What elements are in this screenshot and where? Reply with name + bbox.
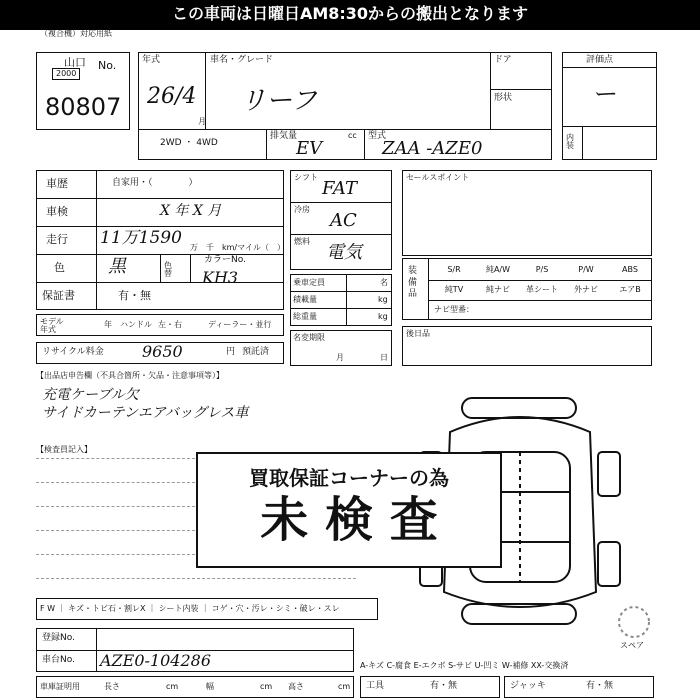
garage-cert-dim: 高さ: [288, 682, 304, 691]
equipment-item: 純ナビ: [486, 285, 510, 294]
equipment-item: 革シート: [526, 285, 558, 294]
year-value: 26/4: [147, 84, 197, 109]
displacement-value: EV: [296, 138, 323, 159]
capacity-unit: 名: [380, 278, 388, 287]
sales-point-label: セールスポイント: [406, 173, 470, 182]
sales-point-box: [402, 170, 652, 256]
handle-label: ハンドル: [120, 320, 152, 329]
mileage-label: 走行: [46, 233, 68, 246]
arrival-label: 後日品: [406, 329, 430, 338]
inspection-label: 車検: [46, 205, 68, 218]
registration-label: 登録No.: [42, 633, 75, 643]
recycle-label: リサイクル料金: [42, 347, 104, 357]
mileage-units: 万 千 km/マイル（ ）: [190, 243, 285, 252]
tools-value: 有・無: [430, 681, 458, 691]
fuel-label: 燃料: [294, 237, 310, 246]
score-label: 評価点: [586, 55, 614, 65]
tools-label: 工具: [366, 681, 385, 691]
name-change-day: 日: [380, 353, 388, 362]
chassis-value: AZE0-104286: [100, 651, 212, 670]
history-label: 車歴: [46, 177, 68, 190]
garage-cert-dim: cm: [338, 682, 351, 691]
displacement-label: 排気量: [270, 131, 298, 141]
name-change-month: 月: [336, 353, 344, 362]
weight-unit: kg: [378, 312, 388, 321]
score-value: ー: [594, 80, 618, 108]
equipment-item: S/R: [447, 265, 461, 274]
equipment-item: 純TV: [444, 285, 464, 294]
header-note: （複合機）対応用紙: [40, 29, 112, 38]
equipment-item: P/S: [535, 265, 549, 274]
equipment-item: 純A/W: [485, 265, 511, 274]
exhibitor-notes-line1: 充電ケーブル欠: [42, 387, 139, 403]
inspection-value: X 年 X 月: [160, 203, 222, 219]
shift-label: シフト: [294, 173, 318, 182]
displacement-unit: cc: [348, 131, 357, 140]
lot-no-label: No.: [98, 59, 117, 72]
equipment-item: 外ナビ: [574, 285, 598, 294]
recycle-value: 9650: [142, 342, 183, 361]
exhibitor-notes-line2: サイドカーテンエアバッグレス車: [42, 405, 249, 421]
color-change-label: 色替: [164, 261, 172, 278]
garage-cert-dim: 長さ: [104, 682, 120, 691]
equipment-item: ABS: [622, 265, 638, 274]
model-code-value: ZAA -AZE0: [382, 138, 483, 159]
aircon-label: 冷房: [294, 205, 310, 214]
drive-options: 2WD ・ 4WD: [160, 138, 218, 148]
stamp-line2: 未 検 査: [260, 492, 438, 548]
color-code-value: KH3: [202, 268, 239, 287]
car-name-label: 車名・グレード: [210, 55, 274, 65]
exhibitor-notes-label: 【出品店申告欄（不具合箇所・欠品・注意事項等）】: [36, 371, 224, 380]
interior-label: 内装: [566, 133, 574, 150]
spare-label: スペア: [620, 641, 644, 650]
load-label: 積載量: [293, 295, 317, 304]
garage-cert-dim: 幅: [206, 682, 214, 691]
car-name-value: リーフ: [240, 86, 317, 116]
lot-session: 2000: [52, 68, 80, 80]
warranty-label: 保証書: [42, 289, 75, 302]
color-label: 色: [54, 261, 65, 274]
color-value: 黒: [108, 256, 126, 277]
mileage-value: 11万1590: [100, 228, 182, 248]
jack-label: ジャッキ: [510, 681, 546, 691]
shape-label: 形状: [494, 93, 513, 103]
dealer-label: ディーラー・並行: [208, 320, 272, 329]
damage-legend: A-キズ C-腐食 E-エクボ S-サビ U-凹ミ W-補修 XX-交換済: [360, 661, 569, 670]
model-year-year: 年: [104, 320, 112, 329]
jack-value: 有・無: [586, 681, 614, 691]
equipment-label: 装備品: [408, 266, 418, 300]
recycle-note: 預託済: [242, 347, 270, 357]
fuel-value: 電気: [326, 242, 362, 263]
floor-labels: F W ｜ キズ・トビ石・割レX ｜ シート内装 ｜ コゲ・穴・汚レ・シミ・破レ・スレ: [40, 604, 340, 613]
banner-text: この車両は日曜日AM8:30からの搬出となります: [171, 4, 529, 23]
navi-label: ナビ型番：: [434, 305, 474, 314]
aircon-value: AC: [330, 210, 357, 231]
shift-value: FAT: [322, 178, 357, 199]
handle-value: 左・右: [158, 320, 182, 329]
equipment-item: P/W: [578, 265, 594, 274]
inspector-notes-label: 【検査員記入】: [36, 445, 92, 454]
model-code-label: 型式: [368, 131, 387, 141]
lot-number: 80807: [45, 93, 122, 121]
garage-cert-row: [36, 676, 354, 698]
equipment-item: エアB: [619, 285, 641, 294]
chassis-label: 車台No.: [42, 655, 75, 665]
arrival-box: [402, 326, 652, 366]
capacity-label: 乗車定員: [293, 278, 325, 287]
year-month-unit: 月: [198, 117, 206, 126]
recycle-unit: 円: [226, 347, 236, 357]
history-value: 自家用・（ ）: [112, 178, 198, 188]
year-label: 年式: [142, 55, 161, 65]
warranty-value: 有・無: [118, 289, 151, 302]
stamp-line1: 買取保証コーナーの為: [249, 466, 449, 490]
lot-region: 山口: [64, 56, 86, 69]
load-unit: kg: [378, 295, 388, 304]
garage-cert-label: 車庫証明用: [40, 682, 80, 691]
door-label: ドア: [494, 55, 512, 65]
weight-label: 総重量: [293, 312, 317, 321]
name-change-label: 名変期限: [293, 333, 325, 342]
garage-cert-dim: cm: [166, 682, 179, 691]
garage-cert-dim: cm: [260, 682, 273, 691]
color-code-label: カラーNo.: [204, 255, 246, 265]
model-year-label: モデル年式: [40, 317, 64, 334]
spare-tire-icon: [616, 604, 652, 640]
